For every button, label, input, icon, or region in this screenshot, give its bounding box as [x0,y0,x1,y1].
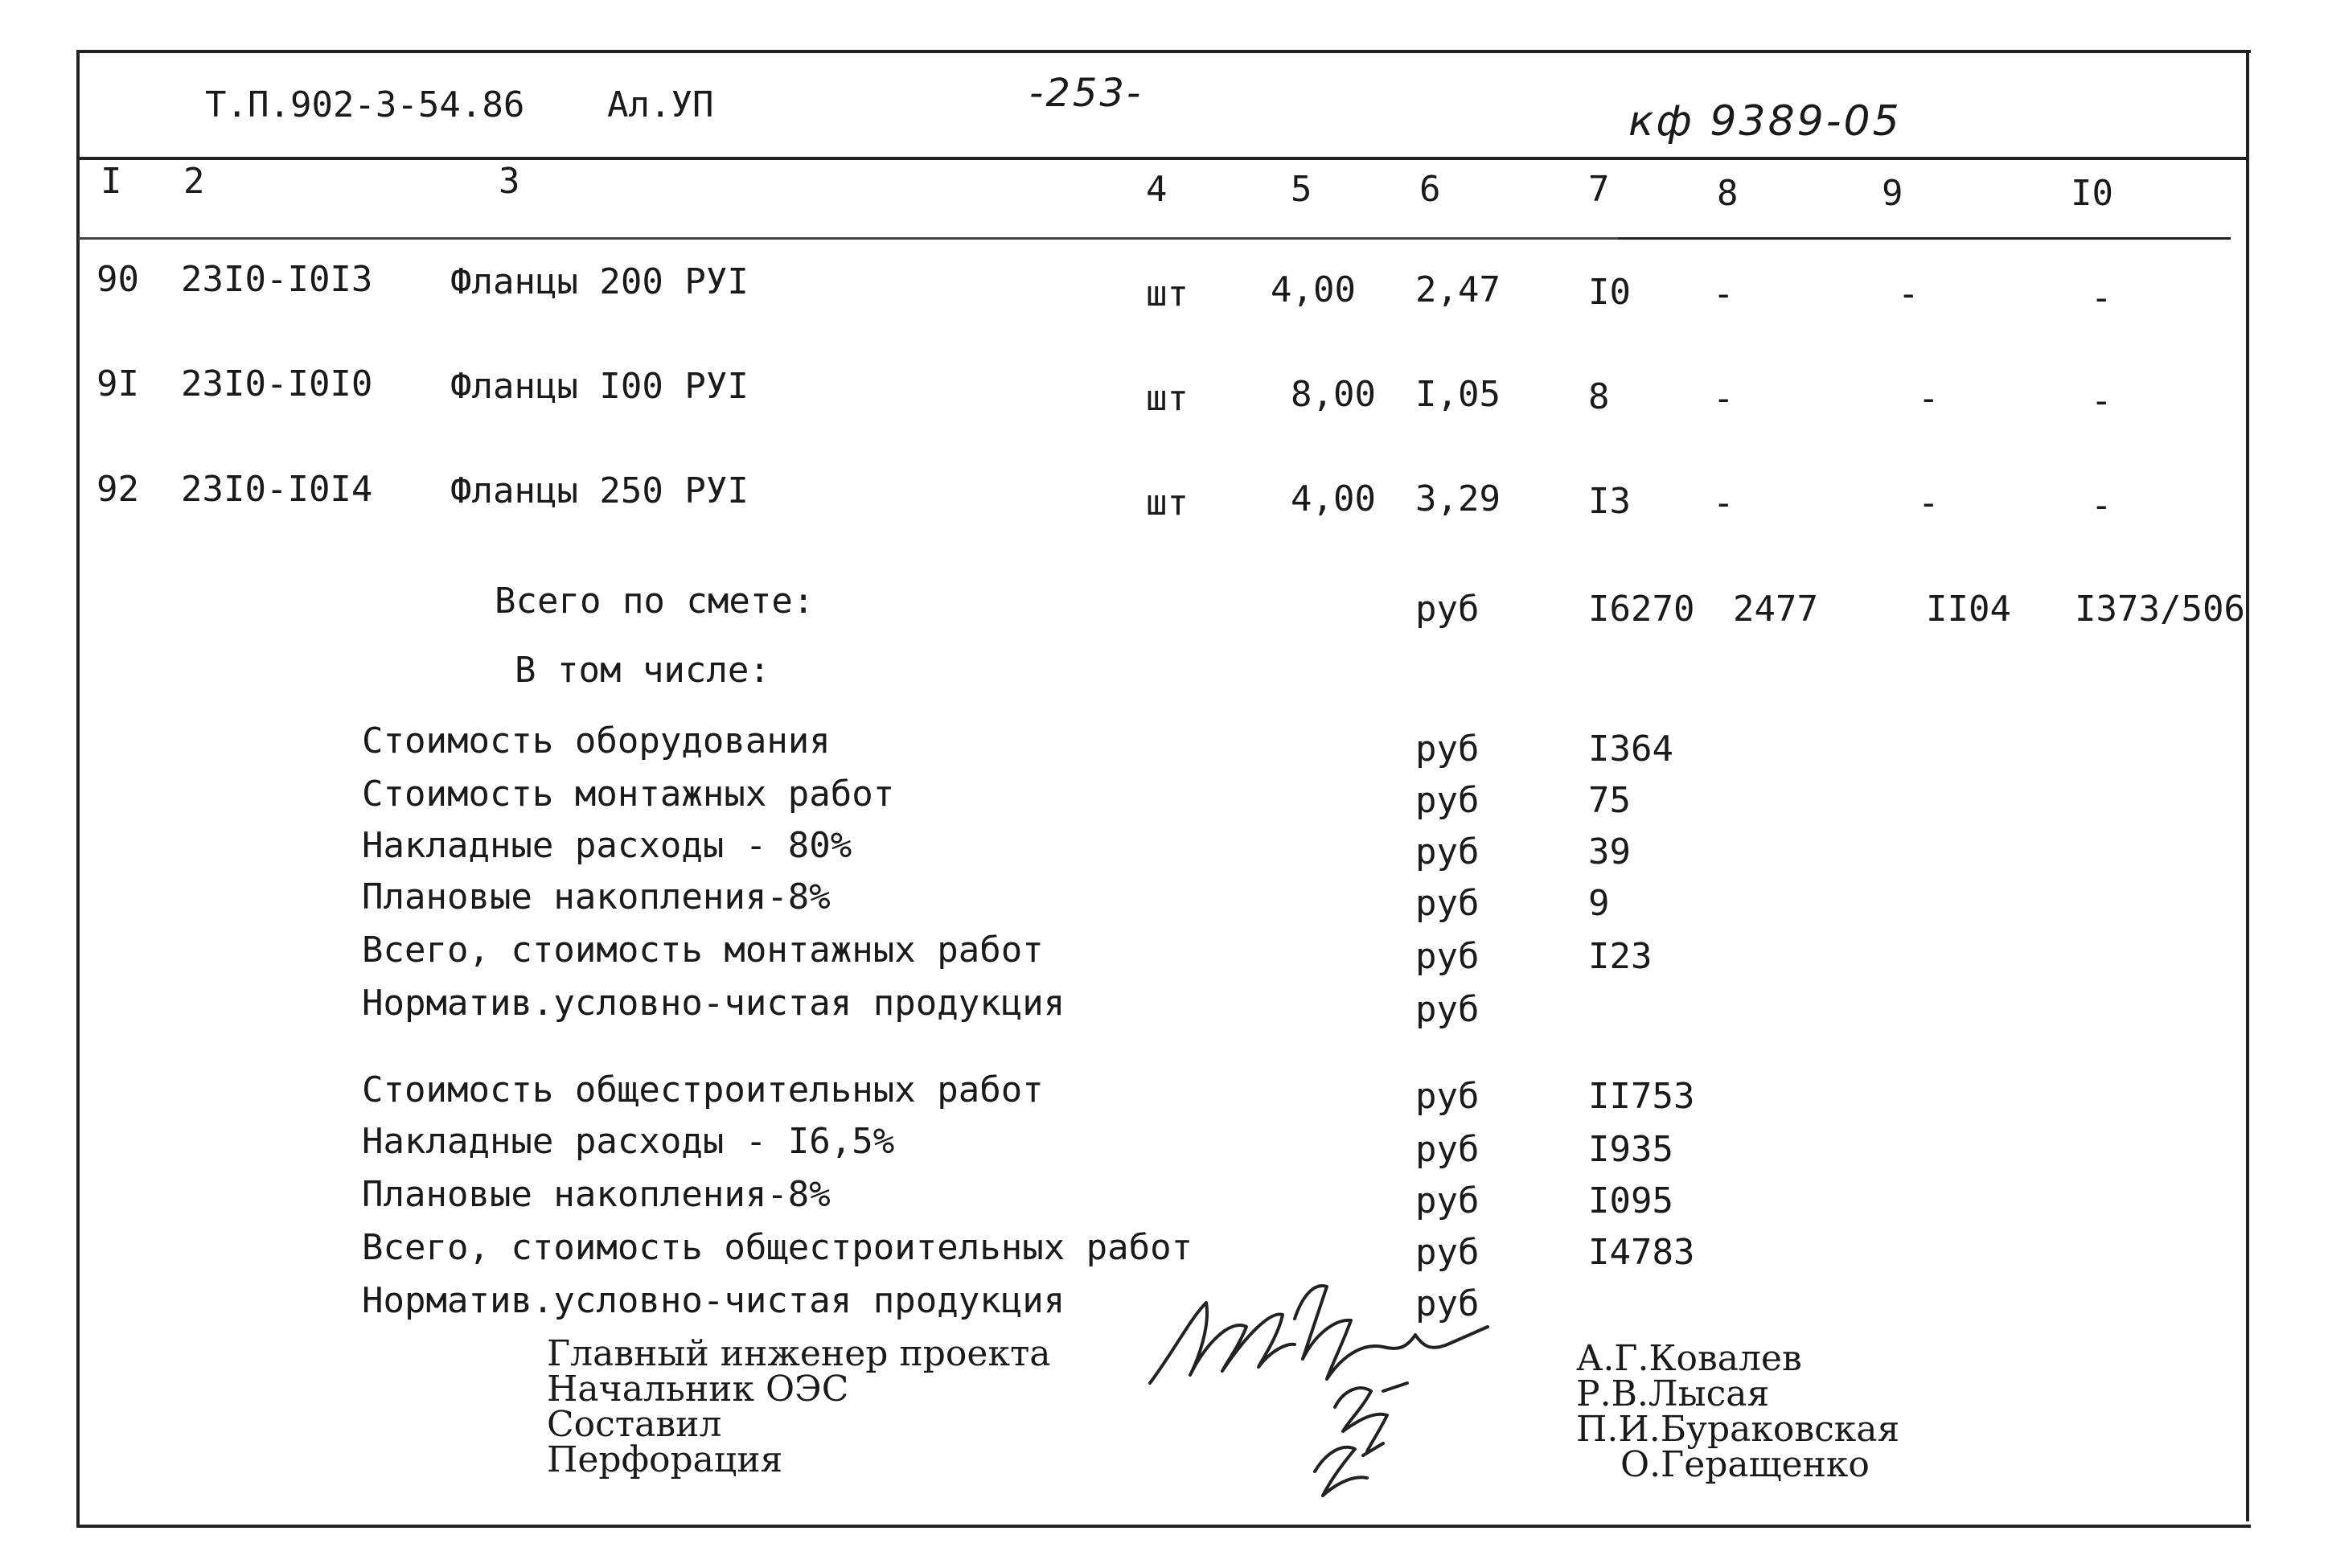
row-col10: - [2091,380,2112,421]
archive-code: кф 9389-05 [1628,97,1902,146]
summary-value: II753 [1588,1076,1695,1117]
column-header-rule-left [78,237,1618,240]
row-number: 9I [96,363,139,404]
signature-role: Перфорация [547,1439,783,1480]
summary-label: Накладные расходы - 80% [362,825,852,866]
row-col9: - [1918,378,1940,419]
including-label: В том числе: [515,650,770,691]
row-unit: шт [1146,273,1189,314]
total-col10: I373/506 [2075,589,2245,630]
row-name: Фланцы 200 РУI [450,261,749,302]
total-unit: руб [1415,589,1480,630]
row-col7: I0 [1588,272,1631,313]
row-name: Фланцы I00 РУI [450,366,749,407]
signature-name: Р.В.Лысая [1576,1373,1770,1414]
column-header-4: 4 [1146,169,1168,210]
summary-unit: руб [1415,831,1480,872]
doc-code: Т.П.902-3-54.86 [205,84,525,125]
row-unit: шт [1146,482,1189,523]
summary-unit: руб [1415,1076,1480,1117]
frame-right-edge [2246,50,2249,1521]
summary-value: 39 [1588,831,1631,872]
column-header-rule [1618,237,2231,240]
summary-unit: руб [1415,729,1480,770]
summary-value: I4783 [1588,1232,1695,1273]
summary-value: I364 [1588,729,1673,770]
column-header-5: 5 [1291,169,1312,210]
row-col7: I3 [1588,481,1631,522]
summary-unit: руб [1415,1232,1480,1273]
column-header-3: 3 [499,161,520,202]
summary-value: I935 [1588,1129,1673,1170]
signature-name: А.Г.Ковалев [1576,1338,1802,1379]
total-col8: 2477 [1733,589,1818,630]
signature-role: Главный инженер проекта [547,1333,1051,1374]
signature-role: Составил [547,1404,722,1445]
row-col9: - [1918,482,1940,523]
summary-unit: руб [1415,936,1480,977]
signature-name: П.И.Бураковская [1576,1409,1900,1450]
row-qty: 4,00 [1271,269,1356,310]
row-price: 2,47 [1415,269,1501,310]
summary-unit: руб [1415,989,1480,1030]
summary-value: I095 [1588,1180,1673,1221]
total-col9: II04 [1926,589,2011,630]
row-code: 23I0-I0I0 [181,363,373,404]
album-label: Ал.УП [607,84,714,125]
summary-unit: руб [1415,1283,1480,1324]
row-code: 23I0-I0I3 [181,259,373,300]
summary-label: Норматив.условно-чистая продукция [362,983,1065,1024]
summary-value: I23 [1588,936,1653,977]
signature-role: Начальник ОЭС [547,1369,849,1410]
column-header-6: 6 [1419,169,1441,210]
summary-label: Плановые накопления-8% [362,876,831,917]
handwritten-signatures [1142,1270,1560,1512]
summary-value: 75 [1588,780,1631,821]
column-header-9: 9 [1882,173,1903,214]
column-header-8: 8 [1717,173,1739,214]
summary-unit: руб [1415,780,1480,821]
summary-label: Плановые накопления-8% [362,1174,831,1215]
row-number: 90 [96,259,139,300]
column-header-1: I [101,161,122,202]
page-number: -253- [1029,71,1143,116]
summary-unit: руб [1415,1129,1480,1170]
row-col7: 8 [1588,376,1610,417]
row-col10: - [2091,277,2112,318]
total-label: Всего по смете: [495,581,815,622]
column-header-2: 2 [183,161,205,202]
summary-label: Всего, стоимость монтажных работ [362,930,1044,971]
row-unit: шт [1146,378,1189,419]
row-col9: - [1898,273,1919,314]
summary-label: Стоимость монтажных работ [362,774,895,815]
summary-unit: руб [1415,883,1480,924]
summary-value: 9 [1588,883,1610,924]
signature-name: О.Геращенко [1620,1444,1870,1485]
column-header-7: 7 [1588,169,1610,210]
header-rule [78,157,2249,160]
row-col8: - [1713,482,1735,523]
summary-label: Накладные расходы - I6,5% [362,1121,895,1162]
row-qty: 8,00 [1291,374,1376,415]
row-col10: - [2091,485,2112,526]
summary-label: Всего, стоимость общестроительных работ [362,1227,1193,1268]
summary-unit: руб [1415,1180,1480,1221]
row-qty: 4,00 [1291,478,1376,519]
row-price: 3,29 [1415,478,1501,519]
summary-label: Стоимость общестроительных работ [362,1069,1044,1110]
summary-label: Стоимость оборудования [362,720,831,761]
summary-label: Норматив.условно-чистая продукция [362,1280,1065,1321]
row-col8: - [1713,273,1735,314]
column-header-10: I0 [2071,173,2113,214]
row-price: I,05 [1415,374,1501,415]
row-col8: - [1713,378,1735,419]
total-col7: I6270 [1588,589,1695,630]
row-code: 23I0-I0I4 [181,469,373,510]
row-number: 92 [96,469,139,510]
row-name: Фланцы 250 РУI [450,470,749,511]
